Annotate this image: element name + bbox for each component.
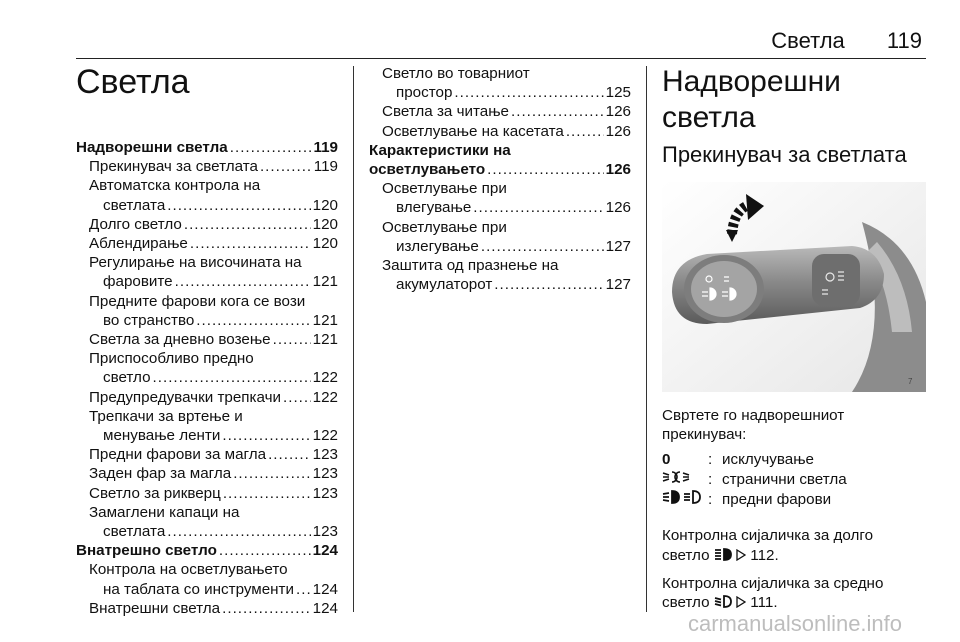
toc-entry[interactable]: [369, 218, 631, 256]
toc-entry-title: Светла за дневно возење: [89, 331, 271, 349]
toc-entry-title: светлата: [103, 196, 166, 214]
toc-page-number: 124: [312, 580, 338, 598]
header-section: Светла: [771, 28, 845, 53]
legend-row-side-lights: : странични светла: [662, 470, 926, 490]
toc-entry-title: Трепкачи за вртење и: [89, 407, 243, 425]
toc-leader-dots: [296, 580, 311, 599]
toc-entry-title: Предупредувачки трепкачи: [89, 388, 282, 406]
toc-leader-dots: [219, 541, 311, 560]
toc-leader-dots: [511, 102, 604, 121]
toc-entry-title: Предните фарови кога се вози: [89, 292, 306, 310]
intro-line-1: Свртете го надворешниот: [662, 407, 845, 424]
toc-entry[interactable]: [76, 234, 338, 253]
toc-entry-title: Светла за читање: [382, 103, 510, 121]
high-beam-text-line-2: светло 112.: [662, 546, 926, 566]
toc-entry[interactable]: [369, 102, 631, 121]
toc-list-left: [76, 138, 338, 618]
toc-page-number: 120: [312, 196, 338, 214]
toc-entry-title: светло: [103, 369, 151, 387]
toc-leader-dots: [260, 157, 312, 176]
image-code: 7: [908, 377, 913, 386]
toc-entry[interactable]: [76, 407, 338, 445]
toc-entry-title: Осветлување при: [382, 180, 507, 198]
toc-page-number: 121: [312, 331, 338, 349]
legend-text-side-lights: странични светла: [722, 471, 847, 489]
toc-page-number: 126: [605, 199, 631, 217]
toc-entry[interactable]: [76, 388, 338, 407]
toc-entry-title: Внатрешно светло: [76, 542, 217, 560]
toc-entry-title: Долго светло: [89, 215, 182, 233]
toc-entry[interactable]: [369, 64, 631, 102]
toc-entry[interactable]: [76, 176, 338, 214]
toc-entry-title: менување ленти: [103, 427, 221, 445]
toc-leader-dots: [233, 464, 310, 483]
toc-leader-dots: [487, 160, 604, 179]
column-divider-right: [646, 66, 647, 612]
toc-leader-dots: [167, 196, 310, 215]
toc-entry[interactable]: [76, 445, 338, 464]
toc-entry[interactable]: [76, 215, 338, 234]
headlights-icon: [662, 490, 708, 509]
legend-row-headlights: : предни фарови: [662, 490, 926, 510]
toc-entry-title: светлата: [103, 523, 166, 541]
toc-entry[interactable]: [76, 503, 338, 541]
left-column: [76, 62, 338, 618]
toc-entry-title: Внатрешни светла: [89, 599, 221, 617]
toc-page-number: 126: [605, 103, 631, 121]
toc-entry-title: Контрола на осветлувањето: [89, 561, 288, 579]
chapter-title: Светла: [76, 63, 190, 101]
toc-entry[interactable]: [76, 330, 338, 349]
toc-page-number: 126: [605, 122, 631, 140]
legend-text-headlights: предни фарови: [722, 491, 832, 509]
toc-page-number: 120: [312, 215, 338, 233]
toc-page-number: 123: [312, 465, 338, 483]
low-beam-page-ref[interactable]: 111.: [750, 594, 778, 612]
high-beam-text-line-1: Контролна сијаличка за долго: [662, 527, 874, 545]
intro-line-2: прекинувач:: [662, 426, 747, 444]
toc-entry-title: Светло за рикверц: [89, 484, 221, 502]
toc-entry-title: простор: [396, 84, 453, 102]
toc-page-number: 126: [605, 161, 631, 179]
toc-entry[interactable]: [76, 464, 338, 483]
column-divider-left: [353, 66, 354, 612]
toc-entry[interactable]: [369, 122, 631, 141]
toc-leader-dots: [481, 237, 604, 256]
toc-leader-dots: [283, 388, 311, 407]
toc-leader-dots: [196, 311, 310, 330]
toc-entry[interactable]: [76, 292, 338, 330]
toc-leader-dots: [268, 445, 311, 464]
toc-leader-dots: [184, 215, 311, 234]
toc-leader-dots: [167, 522, 310, 541]
toc-page-number: 123: [312, 484, 338, 502]
toc-entry-title: Предни фарови за магла: [89, 446, 267, 464]
toc-leader-dots: [222, 426, 310, 445]
toc-entry-title: акумулаторот: [396, 276, 493, 294]
toc-leader-dots: [566, 122, 604, 141]
toc-leader-dots: [494, 275, 603, 294]
toc-page-number: 119: [313, 139, 338, 156]
toc-leader-dots: [230, 138, 312, 157]
toc-entry-title: Карактеристики на: [369, 141, 511, 159]
toc-entry-title: Замаглени капаци на: [89, 503, 240, 521]
light-switch-image: [662, 182, 926, 392]
off-symbol: 0: [662, 451, 671, 469]
toc-entry-title: осветлувањето: [369, 161, 486, 179]
toc-leader-dots: [473, 198, 603, 217]
section-title: Надворешни светла: [662, 65, 841, 134]
toc-entry-title: Заштита од празнење на: [382, 257, 559, 275]
toc-page-number: 124: [312, 542, 338, 560]
low-beam-text-line-1: Контролна сијаличка за средно: [662, 574, 884, 592]
toc-entry[interactable]: [369, 141, 631, 179]
toc-entry-title: Регулирање на височината на: [89, 254, 302, 272]
toc-entry[interactable]: [76, 138, 338, 157]
toc-leader-dots: [454, 83, 603, 102]
right-column: [662, 64, 926, 613]
toc-entry[interactable]: [76, 349, 338, 387]
toc-leader-dots: [153, 368, 311, 387]
toc-page-number: 123: [312, 446, 338, 464]
toc-list-middle: [369, 64, 631, 294]
toc-entry-title: Осветлување на касетата: [382, 122, 564, 140]
side-lights-icon: [662, 470, 708, 489]
toc-entry[interactable]: [369, 256, 631, 294]
toc-entry-title: на таблата со инструменти: [103, 580, 294, 598]
toc-leader-dots: [175, 272, 311, 291]
toc-entry-title: Надворешни светла: [76, 139, 228, 156]
toc-entry-title: излегување: [396, 237, 479, 255]
toc-leader-dots: [273, 330, 311, 349]
toc-page-number: 122: [312, 427, 338, 445]
toc-entry[interactable]: [76, 253, 338, 291]
low-beam-text-line-2: светло 111.: [662, 593, 926, 613]
toc-page-number: 120: [312, 235, 338, 253]
toc-page-number: 123: [312, 523, 338, 541]
toc-entry-title: Аблендирање: [89, 235, 188, 253]
toc-entry[interactable]: [76, 560, 338, 598]
page-ref-arrow-icon: [736, 547, 746, 566]
toc-entry[interactable]: [369, 179, 631, 217]
header-page-number: 119: [886, 28, 922, 53]
toc-page-number: 125: [605, 84, 631, 102]
toc-page-number: 122: [312, 388, 338, 406]
running-header: [771, 28, 922, 54]
toc-page-number: 119: [313, 158, 338, 176]
light-switch-illustration: [662, 182, 926, 392]
watermark: carmanualsonline.info: [688, 611, 903, 636]
toc-entry-title: во странство: [103, 311, 195, 329]
toc-page-number: 122: [312, 369, 338, 387]
high-beam-page-ref[interactable]: 112.: [750, 546, 779, 564]
toc-entry-title: Прекинувач за светлата: [89, 158, 258, 176]
toc-entry-title: Приспособливо предно: [89, 350, 254, 368]
toc-entry-title: Заден фар за магла: [89, 465, 232, 483]
toc-entry[interactable]: [76, 599, 338, 618]
toc-page-number: 121: [312, 273, 338, 291]
middle-column: [369, 64, 631, 294]
toc-entry[interactable]: [76, 484, 338, 503]
toc-page-number: 121: [312, 311, 338, 329]
toc-entry-title: фаровите: [103, 273, 173, 291]
toc-entry-title: Автоматска контрола на: [89, 177, 261, 195]
toc-leader-dots: [222, 599, 311, 618]
toc-entry[interactable]: [76, 541, 338, 560]
high-beam-icon: [714, 547, 732, 566]
toc-page-number: 127: [605, 276, 631, 294]
toc-entry-title: влегување: [396, 199, 472, 217]
toc-entry-title: Осветлување при: [382, 218, 507, 236]
toc-entry-title: Светло во товарниот: [382, 65, 530, 82]
toc-entry[interactable]: [76, 157, 338, 176]
toc-leader-dots: [190, 234, 311, 253]
legend-text-off: исклучување: [722, 451, 814, 469]
toc-page-number: 124: [312, 599, 338, 617]
toc-leader-dots: [223, 484, 311, 503]
legend-row-off: 0 : исклучување: [662, 451, 814, 469]
toc-page-number: 127: [605, 237, 631, 255]
header-rule: [76, 58, 926, 59]
section-subtitle: Прекинувач за светлата: [662, 142, 907, 167]
